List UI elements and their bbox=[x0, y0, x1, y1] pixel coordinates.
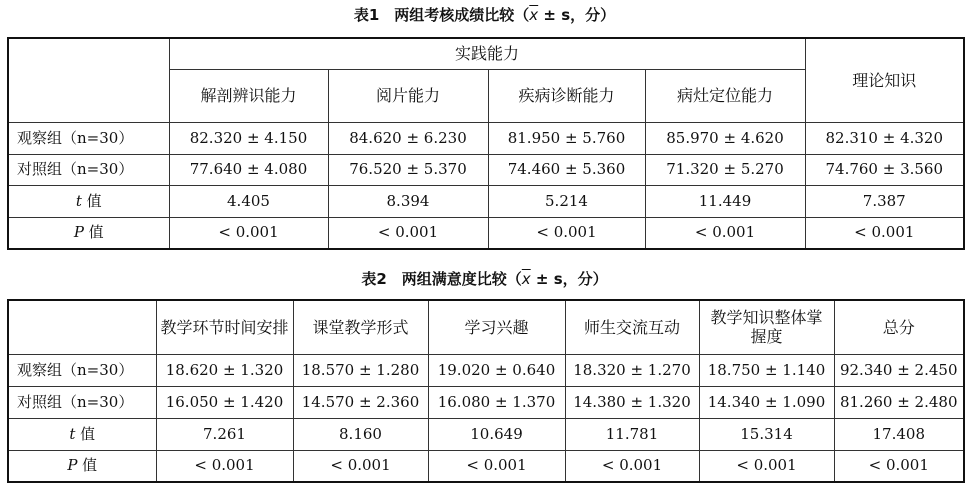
table-cell: 82.320 ± 4.150 bbox=[169, 122, 328, 154]
table-cell: < 0.001 bbox=[565, 450, 699, 482]
table-cell: 16.050 ± 1.420 bbox=[156, 386, 293, 418]
table1-caption-tail: ± s，分） bbox=[538, 6, 616, 24]
table-cell: 8.394 bbox=[328, 185, 488, 217]
table1-subheader: 疾病诊断能力 bbox=[488, 69, 645, 122]
table-cell: 19.020 ± 0.640 bbox=[428, 354, 565, 386]
table-cell: 17.408 bbox=[834, 418, 964, 450]
table-cell: 76.520 ± 5.370 bbox=[328, 154, 488, 185]
table-cell: 18.570 ± 1.280 bbox=[293, 354, 428, 386]
table-cell: 16.080 ± 1.370 bbox=[428, 386, 565, 418]
table2-header-row bbox=[8, 300, 964, 354]
table-cell: 7.261 bbox=[156, 418, 293, 450]
table1-subheader: 解剖辨识能力 bbox=[169, 69, 328, 122]
table-cell: 10.649 bbox=[428, 418, 565, 450]
table-row bbox=[8, 386, 964, 418]
table-row bbox=[8, 354, 964, 386]
row-label bbox=[8, 217, 169, 249]
row-label-suffix: 值 bbox=[75, 424, 96, 443]
table-cell: 14.570 ± 2.360 bbox=[293, 386, 428, 418]
row-label-suffix: 值 bbox=[83, 223, 104, 242]
table-cell: 74.460 ± 5.360 bbox=[488, 154, 645, 185]
table1-subheader: 阅片能力 bbox=[328, 69, 488, 122]
table-cell: < 0.001 bbox=[488, 217, 645, 249]
table2-caption-text: 表2 两组满意度比较（ bbox=[361, 270, 522, 288]
table1-caption bbox=[0, 5, 969, 25]
table1-caption-xbar: $\overline{x}$ bbox=[529, 6, 539, 24]
p-symbol: P bbox=[73, 223, 84, 242]
row-label-suffix: 值 bbox=[77, 456, 98, 475]
table2-corner-cell bbox=[8, 300, 156, 354]
table-cell: < 0.001 bbox=[156, 450, 293, 482]
table2 bbox=[7, 299, 965, 483]
table-cell: 85.970 ± 4.620 bbox=[645, 122, 805, 154]
row-label: 对照组（n=30） bbox=[8, 154, 169, 185]
table-cell: 8.160 bbox=[293, 418, 428, 450]
table-cell: < 0.001 bbox=[645, 217, 805, 249]
table1-theory-header: 理论知识 bbox=[805, 38, 964, 122]
table-row bbox=[8, 185, 964, 217]
table-cell: 4.405 bbox=[169, 185, 328, 217]
row-label: 观察组（n=30） bbox=[8, 354, 156, 386]
table-cell: 14.340 ± 1.090 bbox=[699, 386, 834, 418]
table-cell: 18.320 ± 1.270 bbox=[565, 354, 699, 386]
table2-caption-xbar: $\overline{x}$ bbox=[521, 270, 531, 288]
table-row bbox=[8, 418, 964, 450]
table-cell: 14.380 ± 1.320 bbox=[565, 386, 699, 418]
table-cell: 77.640 ± 4.080 bbox=[169, 154, 328, 185]
table-cell: 81.260 ± 2.480 bbox=[834, 386, 964, 418]
table-cell: 81.950 ± 5.760 bbox=[488, 122, 645, 154]
table-cell: 18.620 ± 1.320 bbox=[156, 354, 293, 386]
table-cell: 11.449 bbox=[645, 185, 805, 217]
table-cell: < 0.001 bbox=[169, 217, 328, 249]
t-symbol: t bbox=[75, 191, 82, 210]
table2-header: 课堂教学形式 bbox=[293, 300, 428, 354]
t-symbol: t bbox=[69, 424, 76, 443]
table1-corner-cell bbox=[8, 38, 169, 122]
table-cell: 18.750 ± 1.140 bbox=[699, 354, 834, 386]
table-cell: < 0.001 bbox=[699, 450, 834, 482]
table-cell: 5.214 bbox=[488, 185, 645, 217]
row-label: 观察组（n=30） bbox=[8, 122, 169, 154]
row-label bbox=[8, 450, 156, 482]
table-cell: 74.760 ± 3.560 bbox=[805, 154, 964, 185]
row-label-suffix: 值 bbox=[81, 191, 102, 210]
table2-header: 师生交流互动 bbox=[565, 300, 699, 354]
table-cell: < 0.001 bbox=[328, 217, 488, 249]
table-row bbox=[8, 122, 964, 154]
table-cell: 15.314 bbox=[699, 418, 834, 450]
table-row bbox=[8, 154, 964, 185]
table2-header: 教学知识整体掌握度 bbox=[699, 300, 834, 354]
table2-header: 教学环节时间安排 bbox=[156, 300, 293, 354]
table1-group-header: 实践能力 bbox=[169, 38, 805, 69]
table-cell: < 0.001 bbox=[428, 450, 565, 482]
table2-caption-tail: ± s，分） bbox=[530, 270, 608, 288]
table-row bbox=[8, 450, 964, 482]
row-label bbox=[8, 185, 169, 217]
table1-header-row-1 bbox=[8, 38, 964, 69]
p-symbol: P bbox=[67, 456, 78, 475]
table-cell: 82.310 ± 4.320 bbox=[805, 122, 964, 154]
table-row bbox=[8, 217, 964, 249]
table-cell: 7.387 bbox=[805, 185, 964, 217]
table2-header: 总分 bbox=[834, 300, 964, 354]
table2-header: 学习兴趣 bbox=[428, 300, 565, 354]
table-cell: 71.320 ± 5.270 bbox=[645, 154, 805, 185]
table-cell: < 0.001 bbox=[805, 217, 964, 249]
table2-caption bbox=[0, 269, 969, 289]
row-label: 对照组（n=30） bbox=[8, 386, 156, 418]
table1 bbox=[7, 37, 965, 250]
table-cell: 84.620 ± 6.230 bbox=[328, 122, 488, 154]
table-cell: 11.781 bbox=[565, 418, 699, 450]
table1-subheader: 病灶定位能力 bbox=[645, 69, 805, 122]
row-label bbox=[8, 418, 156, 450]
table-cell: < 0.001 bbox=[293, 450, 428, 482]
table1-caption-text: 表1 两组考核成绩比较（ bbox=[353, 6, 530, 24]
table-cell: 92.340 ± 2.450 bbox=[834, 354, 964, 386]
table-cell: < 0.001 bbox=[834, 450, 964, 482]
